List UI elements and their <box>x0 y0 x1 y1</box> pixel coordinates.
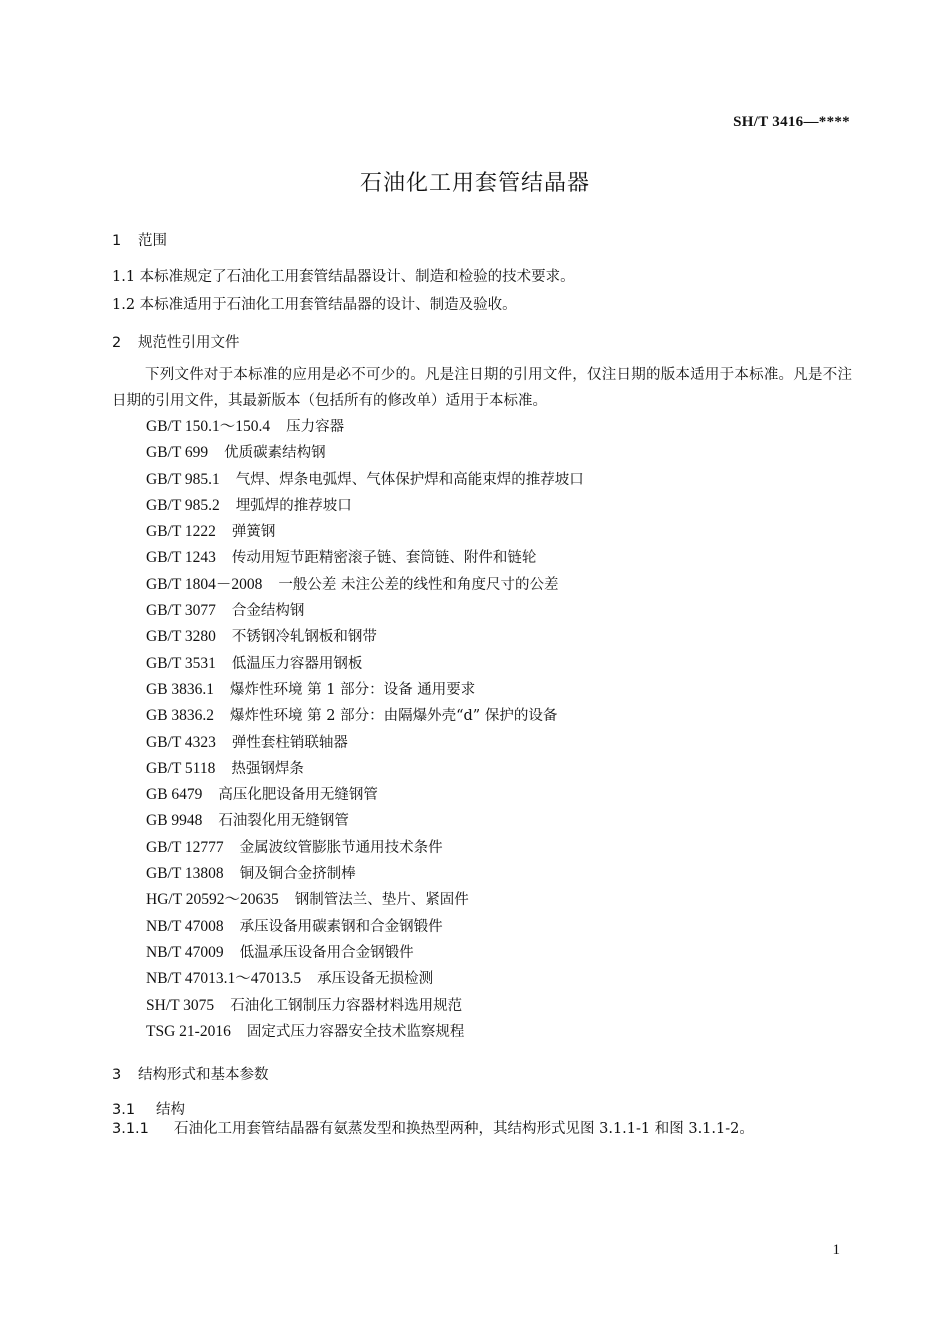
reference-code: NB/T 47009 <box>146 943 224 961</box>
page-number: 1 <box>832 1242 840 1258</box>
reference-title: 压力容器 <box>286 419 345 435</box>
reference-title: 弹性套柱销联轴器 <box>231 734 348 751</box>
reference-title: 低温压力容器用钢板 <box>231 655 363 672</box>
reference-list <box>146 414 584 1045</box>
reference-item <box>146 966 584 992</box>
reference-title: 传动用短节距精密滚子链、套筒链、附件和链轮 <box>231 550 537 567</box>
reference-item <box>146 808 584 834</box>
reference-code: GB/T 3531 <box>146 654 216 672</box>
section-2-intro: 下列文件对于本标准的应用是必不可少的。凡是注日期的引用文件，仅注日期的版本适用于本标准。凡是不注日期的引用文件，其最新版本（包括所有的修改单）适用于本标准。 <box>112 367 852 409</box>
reference-item <box>146 782 584 808</box>
subsection-number: 3.1 <box>112 1102 136 1118</box>
clause-1-1: 1.1 本标准规定了石油化工用套管结晶器设计、制造和检验的技术要求。 <box>112 269 575 285</box>
reference-code: GB/T 4323 <box>146 733 216 751</box>
section-1-heading <box>112 229 167 250</box>
reference-code: NB/T 47013.1～47013.5 <box>146 970 302 988</box>
reference-title: 埋弧焊的推荐坡口 <box>235 497 352 514</box>
reference-title: 合金结构钢 <box>231 603 305 620</box>
reference-item <box>146 1019 584 1045</box>
reference-item <box>146 887 584 913</box>
reference-title: 石油裂化用无缝钢管 <box>218 813 349 830</box>
section-3-heading <box>112 1063 269 1084</box>
document-title: 石油化工用套管结晶器 <box>359 171 590 196</box>
reference-item <box>146 677 584 703</box>
reference-item <box>146 914 584 940</box>
clause-text: 石油化工用套管结晶器有氨蒸发型和换热型两种，其结构形式见图 3.1.1-1 和图 3.1.1-2。 <box>174 1121 754 1137</box>
reference-code: GB/T 13808 <box>146 865 224 883</box>
reference-item <box>146 940 584 966</box>
reference-code: GB/T 5118 <box>146 759 216 777</box>
reference-title: 铜及铜合金挤制棒 <box>239 866 356 883</box>
reference-item <box>146 624 584 650</box>
reference-code: GB/T 985.2 <box>146 496 220 514</box>
reference-item <box>146 651 584 677</box>
section-title: 结构形式和基本参数 <box>138 1067 269 1083</box>
clause-3-1-1 <box>112 1117 754 1138</box>
standard-code: SH/T 3416—**** <box>733 114 850 130</box>
reference-item <box>146 835 584 861</box>
reference-title: 热强钢焊条 <box>231 760 304 777</box>
reference-item <box>146 440 584 466</box>
reference-code: GB/T 1804－2008 <box>146 575 263 593</box>
reference-title: 弹簧钢 <box>231 524 276 541</box>
reference-title: 爆炸性环境 第 2 部分：由隔爆外壳“d” 保护的设备 <box>230 708 558 725</box>
reference-item <box>146 545 584 571</box>
reference-title: 一般公差 未注公差的线性和角度尺寸的公差 <box>278 576 559 593</box>
reference-item <box>146 861 584 887</box>
reference-title: 爆炸性环境 第 1 部分：设备 通用要求 <box>230 681 476 698</box>
subsection-title: 结构 <box>156 1102 185 1118</box>
reference-code: HG/T 20592～20635 <box>146 891 279 909</box>
section-number: 3 <box>112 1067 122 1083</box>
reference-item <box>146 756 584 782</box>
reference-title: 石油化工钢制压力容器材料选用规范 <box>230 997 463 1014</box>
reference-code: GB/T 699 <box>146 444 209 462</box>
reference-title: 高压化肥设备用无缝钢管 <box>218 787 378 804</box>
reference-item <box>146 703 584 729</box>
reference-title: 优质碳素结构钢 <box>224 445 326 462</box>
reference-code: GB/T 3280 <box>146 628 216 646</box>
reference-item <box>146 414 584 440</box>
reference-code: GB 9948 <box>146 812 203 830</box>
reference-code: GB 6479 <box>146 786 203 804</box>
reference-title: 承压设备无损检测 <box>317 971 434 988</box>
section-title: 范围 <box>138 233 167 249</box>
reference-code: GB/T 12777 <box>146 838 224 856</box>
reference-item <box>146 572 584 598</box>
reference-item <box>146 598 584 624</box>
section-2-heading <box>112 331 240 352</box>
reference-title: 金属波纹管膨胀节通用技术条件 <box>239 839 443 856</box>
section-number: 2 <box>112 335 122 351</box>
reference-item <box>146 519 584 545</box>
reference-title: 不锈钢冷轧钢板和钢带 <box>231 629 377 646</box>
reference-title: 低温承压设备用合金钢锻件 <box>239 944 414 961</box>
reference-item <box>146 993 584 1019</box>
reference-title: 承压设备用碳素钢和合金钢锻件 <box>239 918 443 935</box>
reference-code: GB 3836.1 <box>146 680 215 698</box>
subsection-3-1-heading <box>112 1098 185 1119</box>
reference-item <box>146 493 584 519</box>
reference-item <box>146 467 584 493</box>
reference-code: NB/T 47008 <box>146 917 224 935</box>
reference-code: GB/T 985.1 <box>146 470 220 488</box>
reference-code: TSG 21-2016 <box>146 1022 231 1040</box>
clause-number: 3.1.1 <box>112 1121 149 1137</box>
reference-code: GB/T 1243 <box>146 549 216 567</box>
reference-title: 气焊、焊条电弧焊、气体保护焊和高能束焊的推荐坡口 <box>235 471 584 488</box>
reference-item <box>146 730 584 756</box>
reference-title: 固定式压力容器安全技术监察规程 <box>246 1023 465 1040</box>
section-title: 规范性引用文件 <box>138 335 240 351</box>
reference-code: GB 3836.2 <box>146 707 215 725</box>
reference-code: GB/T 1222 <box>146 523 216 541</box>
reference-code: GB/T 150.1～150.4 <box>146 418 271 435</box>
reference-title: 钢制管法兰、垫片、紧固件 <box>294 892 469 909</box>
clause-1-2: 1.2 本标准适用于石油化工用套管结晶器的设计、制造及验收。 <box>112 297 517 313</box>
reference-code: SH/T 3075 <box>146 996 215 1014</box>
reference-code: GB/T 3077 <box>146 602 216 620</box>
section-number: 1 <box>112 233 122 249</box>
